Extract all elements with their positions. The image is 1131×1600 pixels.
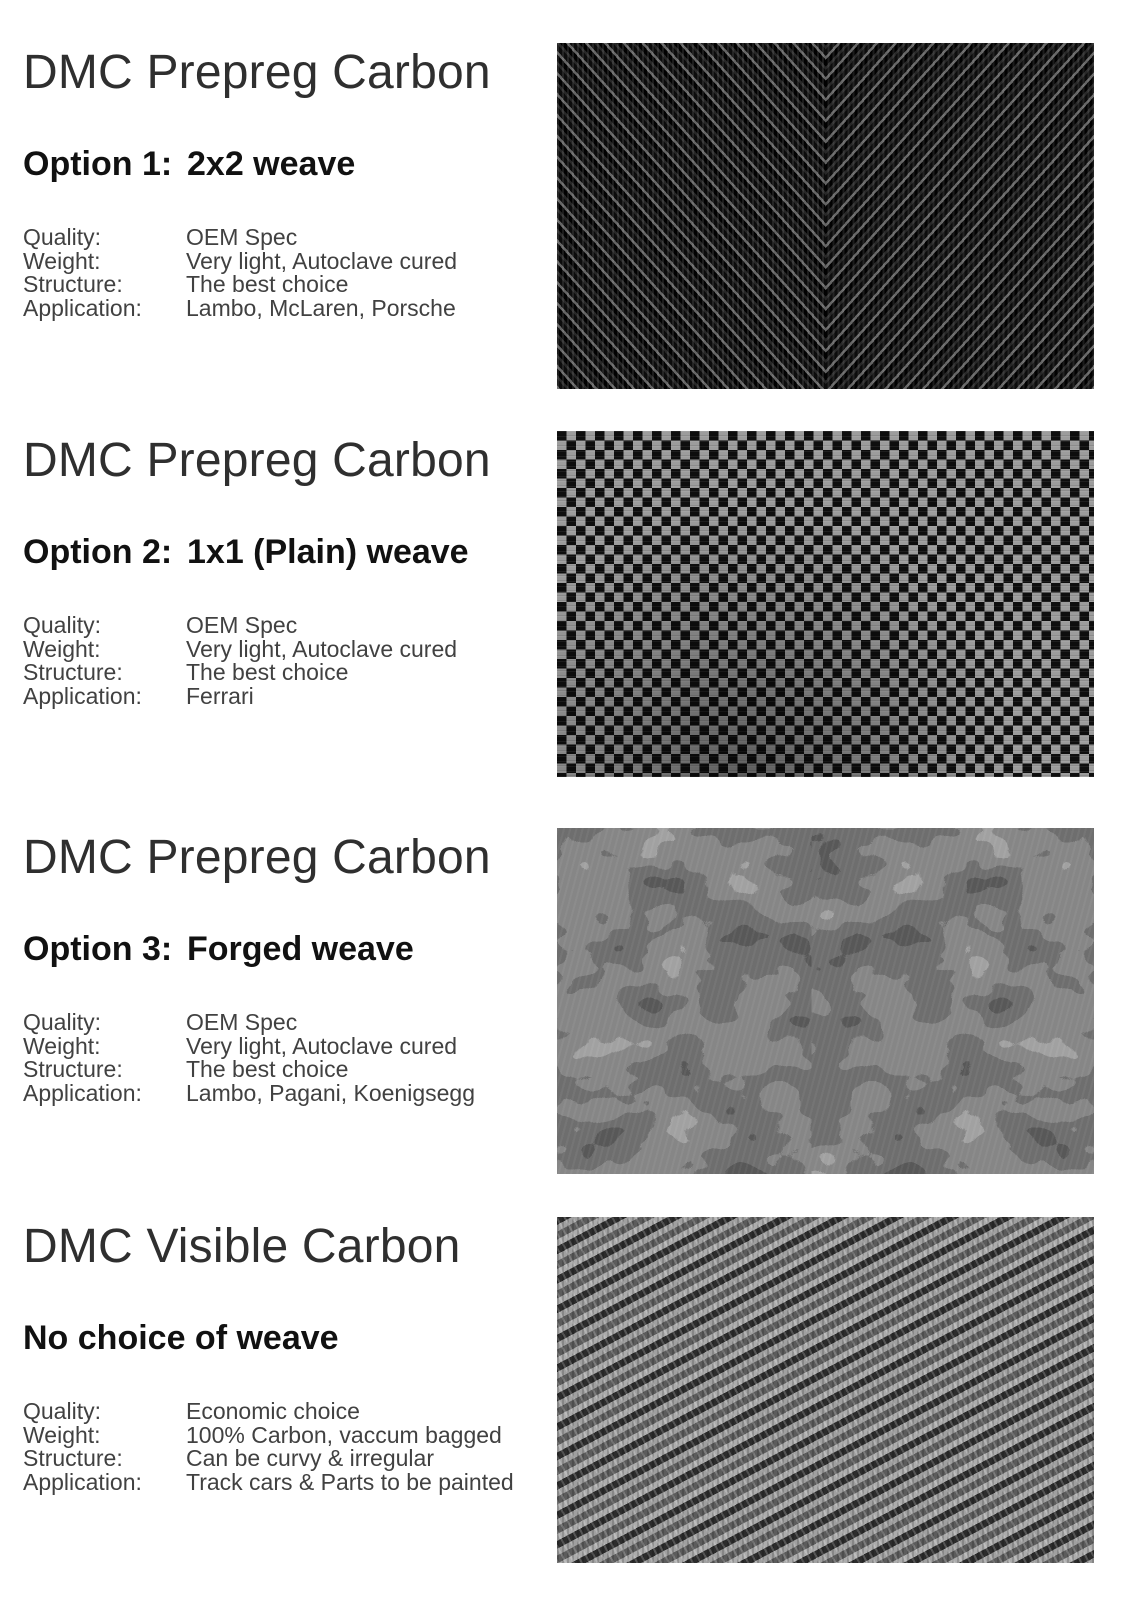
spec-row-structure bbox=[23, 1447, 514, 1471]
spec-label: Application: bbox=[23, 294, 142, 321]
spec-list bbox=[23, 1011, 475, 1105]
spec-value: 100% Carbon, vaccum bagged bbox=[186, 1421, 502, 1448]
twill-left-half bbox=[557, 43, 826, 389]
spec-row-weight bbox=[23, 1421, 514, 1448]
option-heading-label: Option 1: bbox=[23, 145, 173, 183]
spec-row-quality bbox=[23, 614, 457, 638]
spec-value: The best choice bbox=[186, 659, 349, 686]
spec-value: Ferrari bbox=[186, 682, 254, 709]
spec-label: Application: bbox=[23, 682, 142, 709]
spec-value: Can be curvy & irregular bbox=[186, 1445, 434, 1472]
spec-label: Weight: bbox=[23, 1421, 101, 1448]
section-title: DMC Visible Carbon bbox=[23, 1220, 461, 1273]
spec-row-weight bbox=[23, 1032, 475, 1059]
spec-label: Structure: bbox=[23, 1445, 123, 1472]
option-heading bbox=[23, 534, 469, 571]
spec-row-quality bbox=[23, 1011, 475, 1035]
spec-label: Weight: bbox=[23, 635, 101, 662]
spec-label: Structure: bbox=[23, 1056, 123, 1083]
section-title: DMC Prepreg Carbon bbox=[23, 831, 491, 884]
spec-row-application bbox=[23, 682, 457, 709]
option-heading-value: 2x2 weave bbox=[187, 145, 356, 183]
texture-forged-weave-image bbox=[557, 828, 1094, 1174]
spec-row-weight bbox=[23, 635, 458, 662]
spec-list bbox=[23, 614, 457, 708]
spec-label: Structure: bbox=[23, 659, 123, 686]
spec-label: Weight: bbox=[23, 1032, 101, 1059]
spec-label: Weight: bbox=[23, 247, 101, 274]
spec-row-structure bbox=[23, 1058, 475, 1082]
spec-list bbox=[23, 226, 457, 320]
spec-value: Lambo, McLaren, Porsche bbox=[186, 294, 456, 321]
section-option-3 bbox=[0, 828, 1131, 1174]
section-visible-carbon bbox=[0, 1217, 1131, 1563]
option-heading-value: 1x1 (Plain) weave bbox=[187, 533, 469, 571]
option-heading-label: Option 3: bbox=[23, 930, 173, 968]
spec-value: Track cars & Parts to be painted bbox=[186, 1468, 514, 1495]
section-option-2 bbox=[0, 431, 1131, 777]
spec-value: OEM Spec bbox=[186, 1009, 298, 1035]
texture-visible-carbon-image bbox=[557, 1217, 1094, 1563]
spec-row-application bbox=[23, 294, 457, 321]
option-heading-label: No choice of weave bbox=[23, 1319, 339, 1357]
spec-label: Structure: bbox=[23, 271, 123, 298]
section-option-1 bbox=[0, 43, 1131, 389]
spec-label: Quality: bbox=[23, 224, 101, 250]
twill-right-half bbox=[826, 43, 1095, 389]
option-heading-value: Forged weave bbox=[187, 930, 414, 968]
spec-row-weight bbox=[23, 247, 458, 274]
spec-row-quality bbox=[23, 226, 457, 250]
option-heading-label: Option 2: bbox=[23, 533, 173, 571]
section-title: DMC Prepreg Carbon bbox=[23, 46, 491, 99]
spec-label: Quality: bbox=[23, 1009, 101, 1035]
texture-2x2-weave-image bbox=[557, 43, 1094, 389]
option-heading bbox=[23, 1320, 339, 1357]
spec-value: OEM Spec bbox=[186, 612, 298, 638]
spec-value: The best choice bbox=[186, 271, 349, 298]
spec-list bbox=[23, 1400, 514, 1494]
spec-row-structure bbox=[23, 273, 457, 297]
option-heading bbox=[23, 931, 414, 968]
spec-label: Application: bbox=[23, 1468, 142, 1495]
spec-row-application bbox=[23, 1468, 514, 1495]
texture-1x1-plain-weave-image bbox=[557, 431, 1094, 777]
spec-row-application bbox=[23, 1079, 475, 1106]
spec-label: Application: bbox=[23, 1079, 142, 1106]
spec-value: Very light, Autoclave cured bbox=[186, 635, 458, 662]
spec-value: Lambo, Pagani, Koenigsegg bbox=[186, 1079, 475, 1106]
spec-value: Very light, Autoclave cured bbox=[186, 247, 458, 274]
spec-row-quality bbox=[23, 1400, 514, 1424]
option-heading bbox=[23, 146, 355, 183]
spec-value: The best choice bbox=[186, 1056, 349, 1083]
spec-value: Economic choice bbox=[186, 1398, 360, 1424]
spec-row-structure bbox=[23, 661, 457, 685]
spec-value: Very light, Autoclave cured bbox=[186, 1032, 458, 1059]
section-title: DMC Prepreg Carbon bbox=[23, 434, 491, 487]
forged-sheen-overlay bbox=[557, 828, 1094, 1174]
spec-value: OEM Spec bbox=[186, 224, 298, 250]
spec-label: Quality: bbox=[23, 612, 101, 638]
spec-label: Quality: bbox=[23, 1398, 101, 1424]
